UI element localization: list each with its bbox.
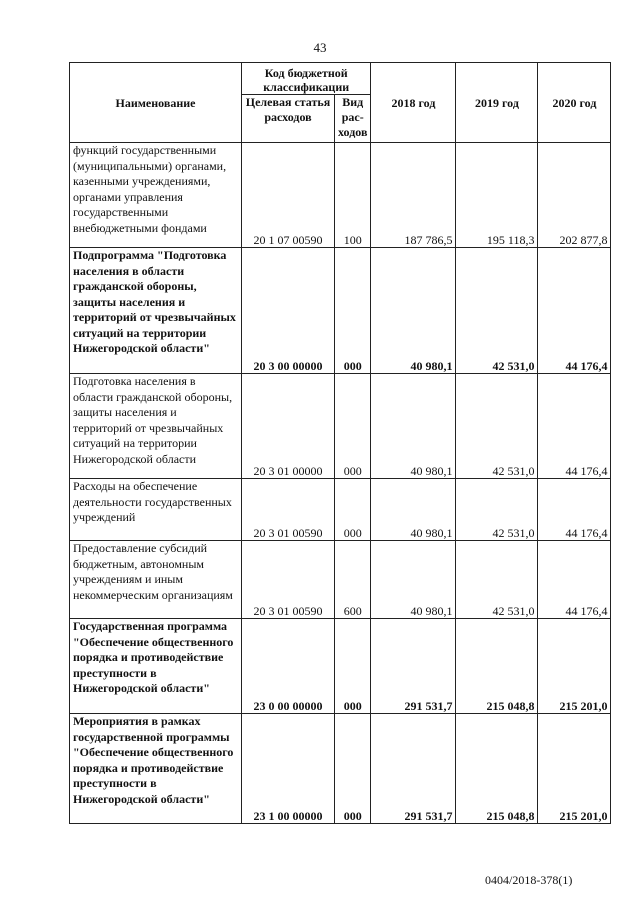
document-code: 0404/2018-378(1) <box>485 873 573 887</box>
row-name: Мероприятия в рамках государственной программы "Обеспечение общественного порядка и противодействие преступности в Нижегородской области" <box>70 714 242 824</box>
header-2018: 2018 год <box>371 63 456 143</box>
row-name: Предоставление субсидий бюджетным, автономным учреждениям и иным некоммерческим организациям <box>70 541 242 619</box>
row-value-2018: 40 980,1 <box>371 374 456 479</box>
row-target-code: 23 1 00 00000 <box>242 714 335 824</box>
row-target-code: 20 3 01 00000 <box>242 374 335 479</box>
page-number: 43 <box>313 40 327 55</box>
table-row <box>70 714 611 824</box>
row-value-2020: 44 176,4 <box>538 248 611 374</box>
row-target-code: 20 1 07 00590 <box>242 143 335 248</box>
row-value-2019: 42 531,0 <box>456 248 538 374</box>
table-row <box>70 248 611 374</box>
row-value-2018: 187 786,5 <box>371 143 456 248</box>
row-value-2020: 202 877,8 <box>538 143 611 248</box>
row-name: Государственная программа "Обеспечение общественного порядка и противодействие преступности в Нижегородской области" <box>70 619 242 714</box>
header-target-article: Целевая статья расходов <box>242 95 335 143</box>
row-value-2018: 291 531,7 <box>371 619 456 714</box>
row-expense-type: 000 <box>335 374 371 479</box>
row-value-2020: 44 176,4 <box>538 479 611 541</box>
row-expense-type: 600 <box>335 541 371 619</box>
header-2019: 2019 год <box>456 63 538 143</box>
table-row <box>70 479 611 541</box>
row-value-2020: 44 176,4 <box>538 541 611 619</box>
row-expense-type: 000 <box>335 714 371 824</box>
row-expense-type: 000 <box>335 619 371 714</box>
row-expense-type: 000 <box>335 248 371 374</box>
row-name: функций государственными (муниципальными) органами, казенными учреждениями, органами управления государственными внебюджетными фондами <box>70 143 242 248</box>
row-value-2019: 42 531,0 <box>456 374 538 479</box>
row-value-2019: 42 531,0 <box>456 479 538 541</box>
header-classification: Код бюджетной классификации <box>242 63 371 95</box>
row-target-code: 20 3 01 00590 <box>242 479 335 541</box>
row-value-2019: 195 118,3 <box>456 143 538 248</box>
budget-table <box>69 62 611 824</box>
row-value-2019: 42 531,0 <box>456 541 538 619</box>
header-2020: 2020 год <box>538 63 611 143</box>
table-row <box>70 619 611 714</box>
row-expense-type: 000 <box>335 479 371 541</box>
table-row <box>70 374 611 479</box>
row-name: Расходы на обеспечение деятельности государственных учреждений <box>70 479 242 541</box>
table-body <box>70 143 611 824</box>
row-value-2018: 40 980,1 <box>371 248 456 374</box>
row-value-2018: 40 980,1 <box>371 541 456 619</box>
row-name: Подпрограмма "Подготовка населения в области гражданской обороны, защиты населения и территорий от чрезвычайных ситуаций на территории Нижегородской области" <box>70 248 242 374</box>
row-value-2019: 215 048,8 <box>456 714 538 824</box>
row-value-2018: 291 531,7 <box>371 714 456 824</box>
row-expense-type: 100 <box>335 143 371 248</box>
row-value-2020: 215 201,0 <box>538 619 611 714</box>
table-row <box>70 541 611 619</box>
header-name: Наименование <box>70 63 242 143</box>
row-target-code: 23 0 00 00000 <box>242 619 335 714</box>
row-value-2018: 40 980,1 <box>371 479 456 541</box>
row-value-2020: 215 201,0 <box>538 714 611 824</box>
row-target-code: 20 3 01 00590 <box>242 541 335 619</box>
header-expense-type: Вид рас-ходов <box>335 95 371 143</box>
row-value-2020: 44 176,4 <box>538 374 611 479</box>
row-target-code: 20 3 00 00000 <box>242 248 335 374</box>
row-name: Подготовка населения в области гражданской обороны, защиты населения и территорий от чрезвычайных ситуаций на территории Нижегородской области <box>70 374 242 479</box>
table-row <box>70 143 611 248</box>
row-value-2019: 215 048,8 <box>456 619 538 714</box>
